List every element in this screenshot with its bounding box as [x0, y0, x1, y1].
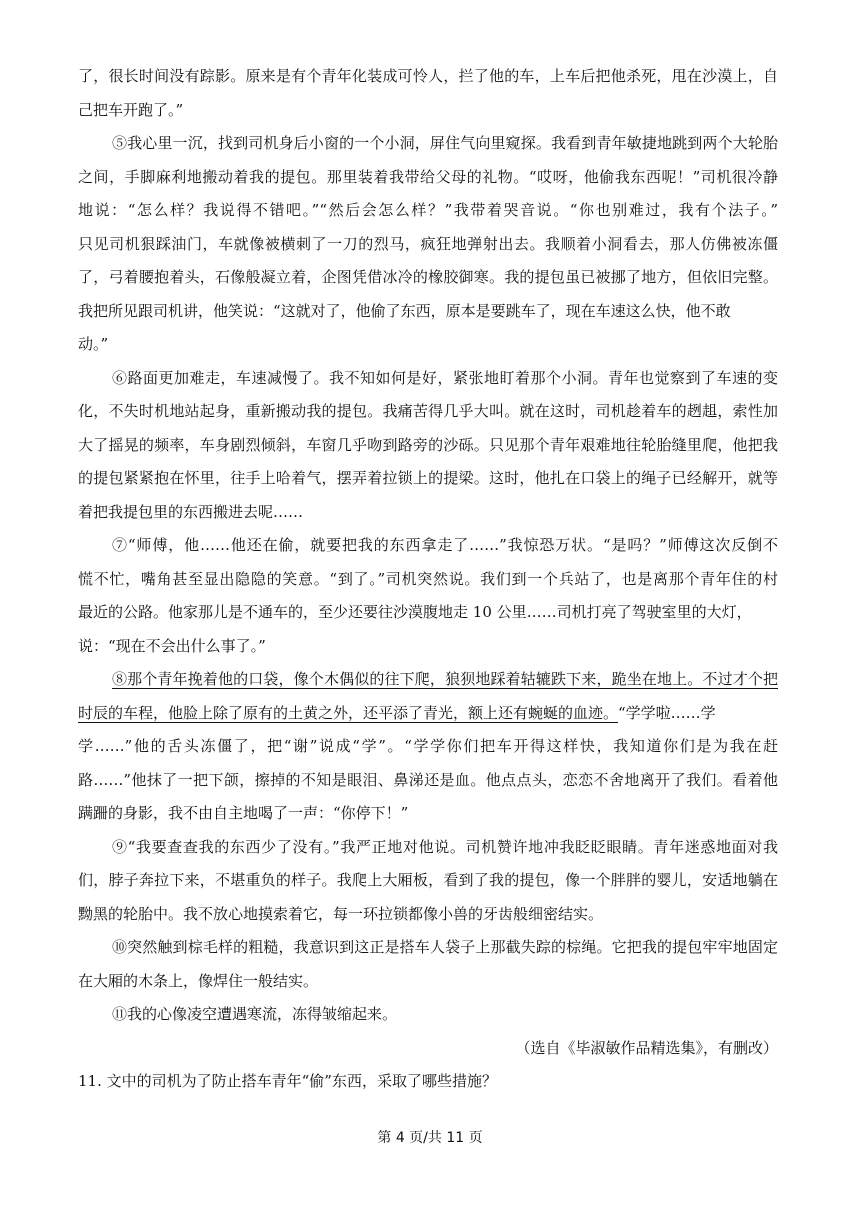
text-line: 们，脖子奔拉下来，不堪重负的样子。我爬上大厢板，看到了我的提包，像一个胖胖的婴儿，安适地躺在 — [78, 871, 778, 889]
text-line: ⑨“我要查查我的东西少了没有。”我严正地对他说。司机赞许地冲我眨眨眼睛。青年迷惑地面对我 — [112, 837, 778, 856]
paragraph-p7 — [78, 529, 778, 663]
text-line: 了，弓着腰抱着头，石像般凝立着，企图凭借冰冷的橡胶御寒。我的提包虽已被挪了地方，但依旧完整。 — [78, 268, 778, 286]
text-line: 只见司机狠踩油门，车就像被横刺了一刀的烈马，疯狂地弹射出去。我顺着小洞看去，那人仿佛被冻僵 — [78, 234, 778, 253]
source-attribution: （选自《毕淑敏作品精选集》，有删改） — [515, 1038, 778, 1057]
text-line: 在大厢的木条上，像焊住一般结实。 — [78, 971, 319, 990]
text-line: 化，不失时机地站起身，重新搬动我的提包。我痛苦得几乎大叫。就在这时，司机趁着车的趔趄，索性加 — [78, 402, 778, 420]
underlined-text: 时辰的车程，他脸上除了原有的土黄之外，还平添了青光，额上还有蜿蜒的血迹。 — [78, 703, 619, 722]
text-line: 动。” — [78, 335, 109, 353]
text-line: 我把所见跟司机讲，他笑说：“这就对了，他偷了东西，原本是要跳车了，现在车速这么快，他不敢 — [78, 301, 731, 320]
text-line: 着把我提包里的东西搬进去呢…… — [78, 502, 304, 521]
text-line — [78, 697, 778, 731]
text-line: 最近的公路。他家那儿是不通车的，至少还要往沙漠腹地走 10 公里……司机打亮了驾驶室里的大灯， — [78, 603, 752, 621]
page-number: 第 4 页/共 11 页 — [377, 1130, 483, 1146]
underlined-text: ⑧那个青年挽着他的口袋，像个木偶似的往下爬，狼狈地踩着轱辘跌下来，跪坐在地上。不过才个把 — [112, 670, 778, 688]
text-line: ⑦“师傅，他……他还在偷，就要把我的东西拿走了……”我惊恐万状。“是吗？”师傅这次反倒不 — [112, 536, 778, 554]
text-line: 大了摇晃的频率，车身剧烈倾斜，车窗几乎吻到路旁的沙砾。只见那个青年艰难地往轮胎缝里爬，他把我 — [78, 435, 778, 454]
text-line: 了，很长时间没有踪影。原来是有个青年化装成可怜人，拦了他的车，上车后把他杀死，甩在沙漠上，自 — [78, 67, 778, 85]
text-line: ⑪我的心像凌空遭遇寒流，冻得皱缩起来。 — [112, 1005, 398, 1023]
paragraph-p5 — [78, 127, 778, 362]
paragraph-p9 — [78, 831, 778, 932]
text-line: 的提包紧紧抱在怀里，往手上哈着气，摆弄着拉锁上的提梁。这时，他扎在口袋上的绳子已经解开，就等 — [78, 469, 778, 487]
document-page — [78, 60, 778, 1099]
paragraph-p8 — [78, 663, 778, 831]
text-line — [78, 663, 778, 697]
text-line: ⑩突然触到棕毛样的粗糙，我意识到这正是搭车人袋子上那截失踪的棕绳。它把我的提包牢牢地固定 — [112, 938, 778, 956]
paragraph-p4-tail — [78, 60, 778, 127]
text-line: 路……”他抹了一把下颌，擦掉的不知是眼泪、鼻涕还是血。他点点头，恋恋不舍地离开了我们。看着他 — [78, 770, 778, 789]
text-line: 学……”他的舌头冻僵了，把“谢”说成“学”。“学学你们把车开得这样快，我知道你们是为我在赶 — [78, 737, 778, 755]
text-line: ⑤我心里一沉，找到司机身后小窗的一个小洞，屏住气向里窥探。我看到青年敏捷地跳到两个大轮胎 — [112, 134, 778, 152]
page-footer — [0, 1127, 860, 1147]
paragraph-p10 — [78, 931, 778, 998]
text-line: 己把车开跑了。” — [78, 100, 184, 119]
text-line: 说：“现在不会出什么事了。” — [78, 636, 266, 655]
text-line: 慌不忙，嘴角甚至显出隐隐的笑意。“到了。”司机突然说。我们到一个兵站了，也是离那个青年住的村 — [78, 569, 778, 588]
paragraph-p6 — [78, 362, 778, 530]
text-continuation: “学学啦……学 — [618, 703, 716, 722]
paragraph-p11 — [78, 998, 778, 1032]
text-line: 蹒跚的身影，我不由自主地喝了一声：“你停下！” — [78, 804, 409, 822]
text-line: 之间，手脚麻利地搬动着我的提包。那里装着我带给父母的礼物。“哎呀，他偷我东西呢！”司机很冷静 — [78, 167, 778, 186]
text-line: ⑥路面更加难走，车速减慢了。我不知如何是好，紧张地盯着那个小洞。青年也觉察到了车速的变 — [112, 368, 778, 387]
text-line: 地说：“怎么样？我说得不错吧。”“然后会怎么样？”我带着哭音说。“你也别难过，我有个法子。” — [78, 201, 778, 219]
question-11: 11. 文中的司机为了防止搭车青年“偷”东西，采取了哪些措施？ — [78, 1072, 497, 1090]
text-line: 黝黑的轮胎中。我不放心地摸索着它，每一环拉锁都像小兽的牙齿般细密结实。 — [78, 904, 604, 923]
